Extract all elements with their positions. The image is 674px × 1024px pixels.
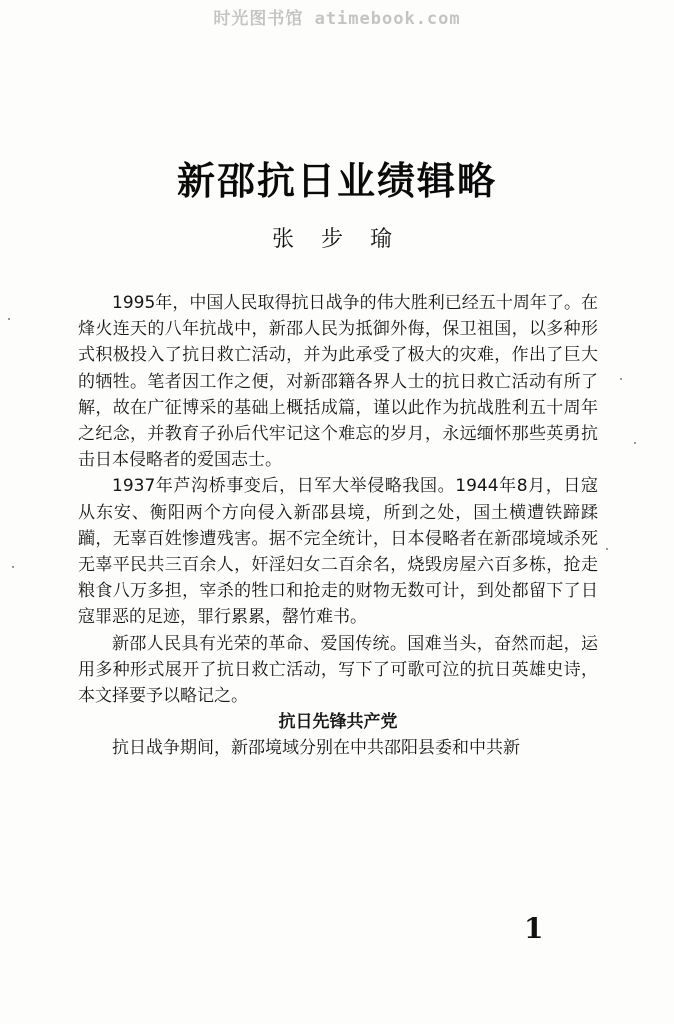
page-number: 1 — [524, 912, 544, 945]
article-title: 新邵抗日业绩辑略 — [176, 159, 497, 203]
scan-speck — [12, 566, 14, 568]
article-body — [78, 290, 598, 762]
paragraph: 抗日战争期间，新邵境域分别在中共邵阳县委和中共新 — [112, 738, 520, 759]
watermark: 时光图书馆 atimebook.com — [213, 9, 461, 29]
scan-speck — [634, 442, 636, 444]
article-author: 张 步 瑜 — [272, 227, 402, 252]
scan-speck — [620, 378, 622, 380]
section-heading: 抗日先锋共产党 — [278, 712, 398, 733]
paragraph: 新邵人民具有光荣的革命、爱国传统。国难当头，奋然而起，运用多种形式展开了抗日救亡活动，写下了可歌可泣的抗日英雄史诗，本文择要予以略记之。 — [78, 633, 598, 707]
scan-speck — [606, 548, 608, 550]
paragraph: 1937年芦沟桥事变后，日军大举侵略我国。1944年8月，日寇从东安、衡阳两个方向侵入新邵县境，所到之处，国土横遭铁蹄蹂躏，无辜百姓惨遭残害。据不完全统计，日本侵略者在新邵境域杀死无辜平民共三百余人，奸淫妇女二百余名，烧毁房屋六百多栋，抢走粮食八万多担，宰杀的牲口和抢走的财物无数可计，到处都留下了日寇罪恶的足迹，罪行累累，罄竹难书。 — [78, 476, 598, 628]
scan-speck — [8, 318, 10, 320]
paragraph: 1995年，中国人民取得抗日战争的伟大胜利已经五十周年了。在烽火连天的八年抗战中，新邵人民为抵御外侮，保卫祖国，以多种形式积极投入了抗日救亡活动，并为此承受了极大的灾难，作出了巨大的牺牲。笔者因工作之便，对新邵籍各界人士的抗日救亡活动有所了解，故在广征博采的基础上概括成篇，谨以此作为抗战胜利五十周年之纪念，并教育子孙后代牢记这个难忘的岁月，永远缅怀那些英勇抗击日本侵略者的爱国志士。 — [78, 293, 598, 471]
